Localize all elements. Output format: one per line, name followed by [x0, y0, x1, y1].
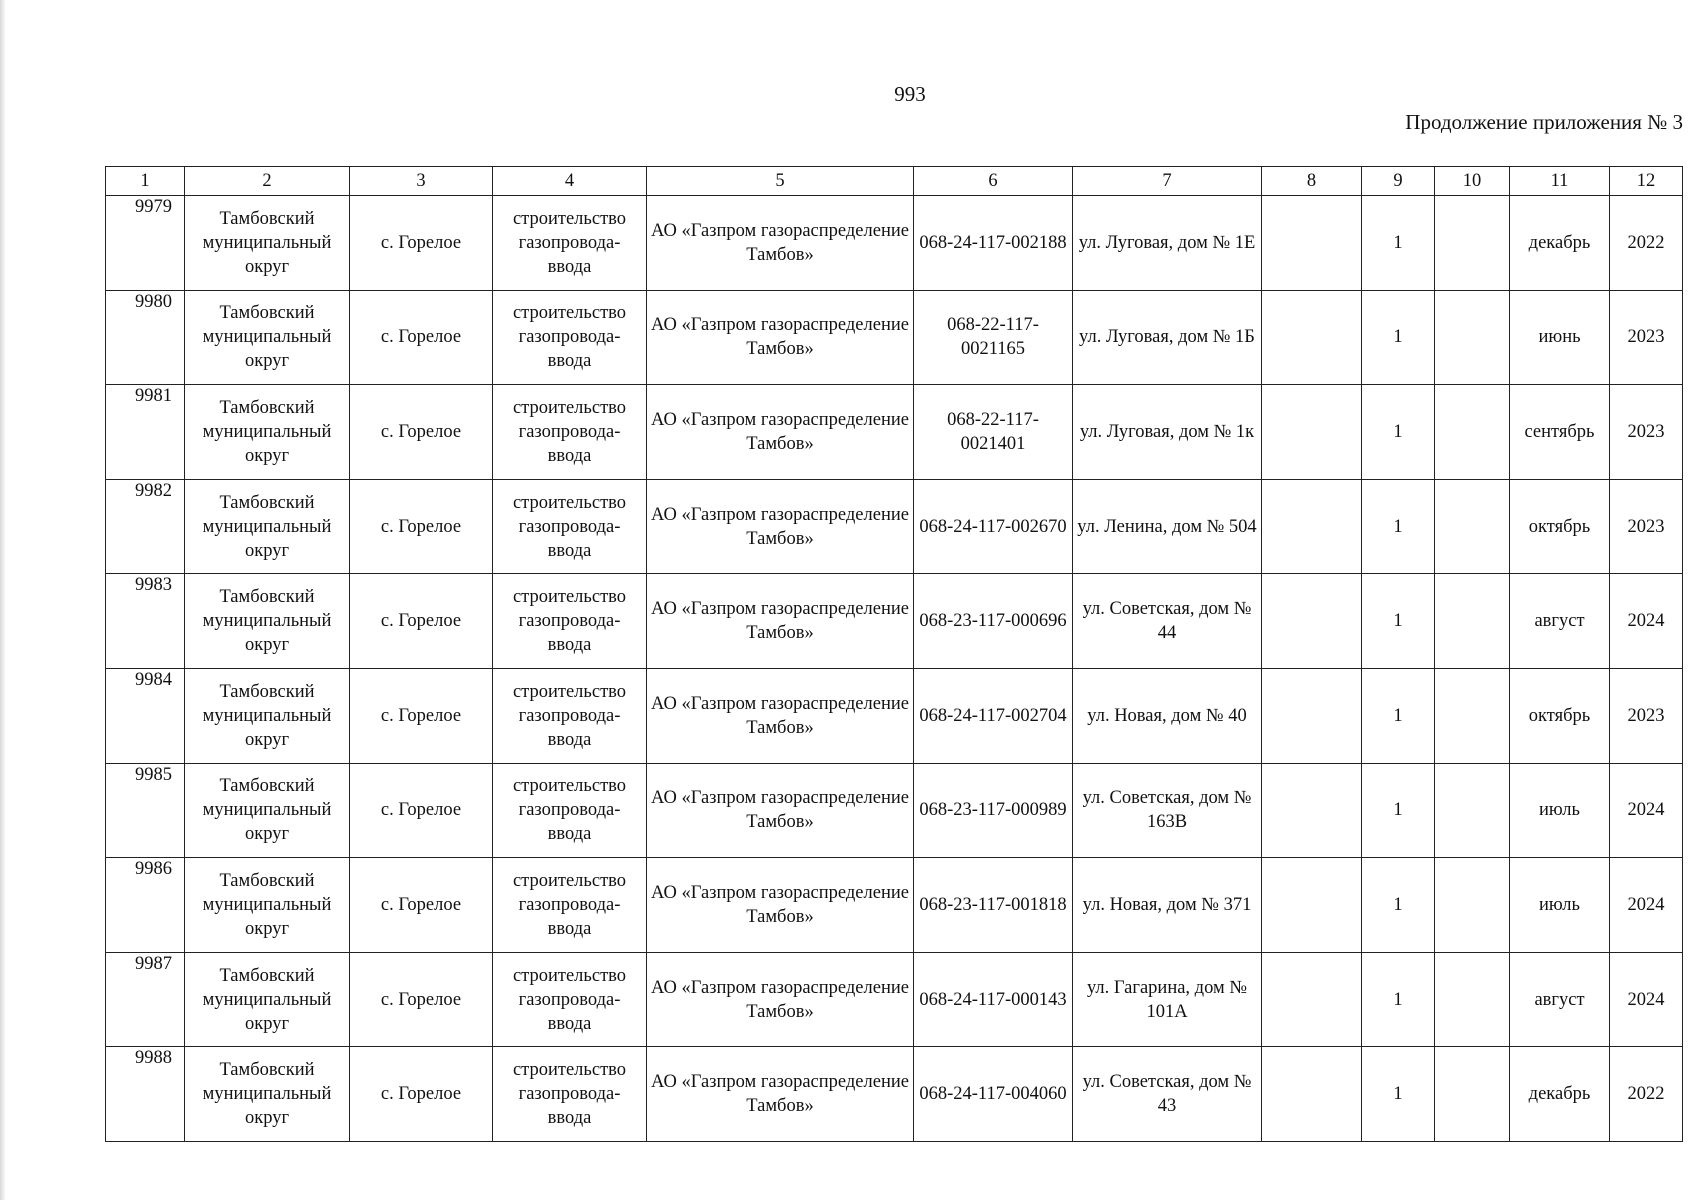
- table-row: [106, 668, 1683, 763]
- year-cell: 2022: [1610, 1047, 1683, 1142]
- column-9-cell: 1: [1362, 196, 1435, 291]
- column-header: 12: [1610, 167, 1683, 196]
- work-type-cell: строительство газопровода-ввода: [493, 952, 647, 1047]
- column-header: 5: [647, 167, 914, 196]
- continuation-heading: Продолжение приложения № 3: [1405, 110, 1683, 134]
- address-cell: ул. Луговая, дом № 1Е: [1073, 196, 1262, 291]
- settlement-cell: с. Горелое: [350, 196, 493, 291]
- code-cell: 068-24-117-002188: [914, 196, 1073, 291]
- row-number: 9985: [106, 763, 185, 858]
- organization-cell: АО «Газпром газораспределение Тамбов»: [647, 763, 914, 858]
- district-cell: Тамбовский муниципальный округ: [185, 196, 350, 291]
- column-9-cell: 1: [1362, 385, 1435, 480]
- column-header: 3: [350, 167, 493, 196]
- column-10-cell: [1435, 479, 1510, 574]
- work-type-cell: строительство газопровода-ввода: [493, 763, 647, 858]
- month-cell: август: [1510, 574, 1610, 669]
- organization-cell: АО «Газпром газораспределение Тамбов»: [647, 196, 914, 291]
- year-cell: 2024: [1610, 858, 1683, 953]
- column-10-cell: [1435, 952, 1510, 1047]
- year-cell: 2024: [1610, 763, 1683, 858]
- row-number: 9981: [106, 385, 185, 480]
- column-8-cell: [1262, 385, 1362, 480]
- column-10-cell: [1435, 668, 1510, 763]
- year-cell: 2022: [1610, 196, 1683, 291]
- address-cell: ул. Ленина, дом № 504: [1073, 479, 1262, 574]
- settlement-cell: с. Горелое: [350, 290, 493, 385]
- work-type-cell: строительство газопровода-ввода: [493, 385, 647, 480]
- district-cell: Тамбовский муниципальный округ: [185, 858, 350, 953]
- column-9-cell: 1: [1362, 858, 1435, 953]
- column-10-cell: [1435, 196, 1510, 291]
- address-cell: ул. Советская, дом № 44: [1073, 574, 1262, 669]
- table-row: [106, 479, 1683, 574]
- code-cell: 068-22-117-0021165: [914, 290, 1073, 385]
- code-cell: 068-24-117-000143: [914, 952, 1073, 1047]
- column-8-cell: [1262, 196, 1362, 291]
- row-number: 9988: [106, 1047, 185, 1142]
- column-header: 4: [493, 167, 647, 196]
- settlement-cell: с. Горелое: [350, 858, 493, 953]
- district-cell: Тамбовский муниципальный округ: [185, 574, 350, 669]
- row-number: 9982: [106, 479, 185, 574]
- table-row: [106, 385, 1683, 480]
- work-type-cell: строительство газопровода-ввода: [493, 574, 647, 669]
- district-cell: Тамбовский муниципальный округ: [185, 763, 350, 858]
- district-cell: Тамбовский муниципальный округ: [185, 290, 350, 385]
- organization-cell: АО «Газпром газораспределение Тамбов»: [647, 479, 914, 574]
- year-cell: 2023: [1610, 385, 1683, 480]
- column-header: 11: [1510, 167, 1610, 196]
- address-cell: ул. Луговая, дом № 1Б: [1073, 290, 1262, 385]
- table-row: [106, 290, 1683, 385]
- district-cell: Тамбовский муниципальный округ: [185, 1047, 350, 1142]
- column-header: 7: [1073, 167, 1262, 196]
- column-9-cell: 1: [1362, 479, 1435, 574]
- column-9-cell: 1: [1362, 668, 1435, 763]
- district-cell: Тамбовский муниципальный округ: [185, 385, 350, 480]
- column-10-cell: [1435, 290, 1510, 385]
- table-row: [106, 1047, 1683, 1142]
- code-cell: 068-22-117-0021401: [914, 385, 1073, 480]
- year-cell: 2023: [1610, 290, 1683, 385]
- column-8-cell: [1262, 574, 1362, 669]
- row-number: 9983: [106, 574, 185, 669]
- table-row: [106, 858, 1683, 953]
- column-header: 9: [1362, 167, 1435, 196]
- work-type-cell: строительство газопровода-ввода: [493, 668, 647, 763]
- column-8-cell: [1262, 1047, 1362, 1142]
- district-cell: Тамбовский муниципальный округ: [185, 668, 350, 763]
- month-cell: июнь: [1510, 290, 1610, 385]
- scan-edge-shadow: [0, 0, 6, 1200]
- column-8-cell: [1262, 479, 1362, 574]
- table-row: [106, 574, 1683, 669]
- code-cell: 068-23-117-000989: [914, 763, 1073, 858]
- organization-cell: АО «Газпром газораспределение Тамбов»: [647, 290, 914, 385]
- settlement-cell: с. Горелое: [350, 574, 493, 669]
- address-cell: ул. Гагарина, дом № 101А: [1073, 952, 1262, 1047]
- settlement-cell: с. Горелое: [350, 763, 493, 858]
- code-cell: 068-24-117-002670: [914, 479, 1073, 574]
- address-cell: ул. Советская, дом № 43: [1073, 1047, 1262, 1142]
- column-9-cell: 1: [1362, 574, 1435, 669]
- table-row: [106, 763, 1683, 858]
- settlement-cell: с. Горелое: [350, 479, 493, 574]
- row-number: 9979: [106, 196, 185, 291]
- month-cell: декабрь: [1510, 196, 1610, 291]
- column-8-cell: [1262, 290, 1362, 385]
- registry-table: [105, 166, 1683, 1142]
- column-10-cell: [1435, 574, 1510, 669]
- column-header: 10: [1435, 167, 1510, 196]
- organization-cell: АО «Газпром газораспределение Тамбов»: [647, 858, 914, 953]
- column-10-cell: [1435, 385, 1510, 480]
- column-10-cell: [1435, 763, 1510, 858]
- work-type-cell: строительство газопровода-ввода: [493, 196, 647, 291]
- address-cell: ул. Новая, дом № 371: [1073, 858, 1262, 953]
- code-cell: 068-24-117-002704: [914, 668, 1073, 763]
- district-cell: Тамбовский муниципальный округ: [185, 952, 350, 1047]
- year-cell: 2023: [1610, 479, 1683, 574]
- month-cell: октябрь: [1510, 668, 1610, 763]
- month-cell: июль: [1510, 763, 1610, 858]
- row-number: 9986: [106, 858, 185, 953]
- organization-cell: АО «Газпром газораспределение Тамбов»: [647, 574, 914, 669]
- code-cell: 068-24-117-004060: [914, 1047, 1073, 1142]
- address-cell: ул. Советская, дом № 163В: [1073, 763, 1262, 858]
- column-8-cell: [1262, 952, 1362, 1047]
- code-cell: 068-23-117-001818: [914, 858, 1073, 953]
- column-8-cell: [1262, 763, 1362, 858]
- month-cell: июль: [1510, 858, 1610, 953]
- column-9-cell: 1: [1362, 1047, 1435, 1142]
- address-cell: ул. Луговая, дом № 1к: [1073, 385, 1262, 480]
- month-cell: сентябрь: [1510, 385, 1610, 480]
- column-header: 1: [106, 167, 185, 196]
- column-8-cell: [1262, 858, 1362, 953]
- settlement-cell: с. Горелое: [350, 952, 493, 1047]
- column-10-cell: [1435, 858, 1510, 953]
- column-8-cell: [1262, 668, 1362, 763]
- work-type-cell: строительство газопровода-ввода: [493, 479, 647, 574]
- column-header: 8: [1262, 167, 1362, 196]
- column-9-cell: 1: [1362, 290, 1435, 385]
- column-10-cell: [1435, 1047, 1510, 1142]
- year-cell: 2023: [1610, 668, 1683, 763]
- table-row: [106, 952, 1683, 1047]
- row-number: 9984: [106, 668, 185, 763]
- district-cell: Тамбовский муниципальный округ: [185, 479, 350, 574]
- settlement-cell: с. Горелое: [350, 668, 493, 763]
- month-cell: август: [1510, 952, 1610, 1047]
- page-number: 993: [894, 82, 926, 106]
- work-type-cell: строительство газопровода-ввода: [493, 858, 647, 953]
- column-header: 2: [185, 167, 350, 196]
- month-cell: декабрь: [1510, 1047, 1610, 1142]
- address-cell: ул. Новая, дом № 40: [1073, 668, 1262, 763]
- column-9-cell: 1: [1362, 763, 1435, 858]
- year-cell: 2024: [1610, 574, 1683, 669]
- work-type-cell: строительство газопровода-ввода: [493, 290, 647, 385]
- row-number: 9980: [106, 290, 185, 385]
- settlement-cell: с. Горелое: [350, 1047, 493, 1142]
- organization-cell: АО «Газпром газораспределение Тамбов»: [647, 385, 914, 480]
- organization-cell: АО «Газпром газораспределение Тамбов»: [647, 1047, 914, 1142]
- row-number: 9987: [106, 952, 185, 1047]
- settlement-cell: с. Горелое: [350, 385, 493, 480]
- column-header: 6: [914, 167, 1073, 196]
- organization-cell: АО «Газпром газораспределение Тамбов»: [647, 668, 914, 763]
- table-row: [106, 196, 1683, 291]
- organization-cell: АО «Газпром газораспределение Тамбов»: [647, 952, 914, 1047]
- year-cell: 2024: [1610, 952, 1683, 1047]
- work-type-cell: строительство газопровода-ввода: [493, 1047, 647, 1142]
- table-header-row: [106, 167, 1683, 196]
- month-cell: октябрь: [1510, 479, 1610, 574]
- column-9-cell: 1: [1362, 952, 1435, 1047]
- code-cell: 068-23-117-000696: [914, 574, 1073, 669]
